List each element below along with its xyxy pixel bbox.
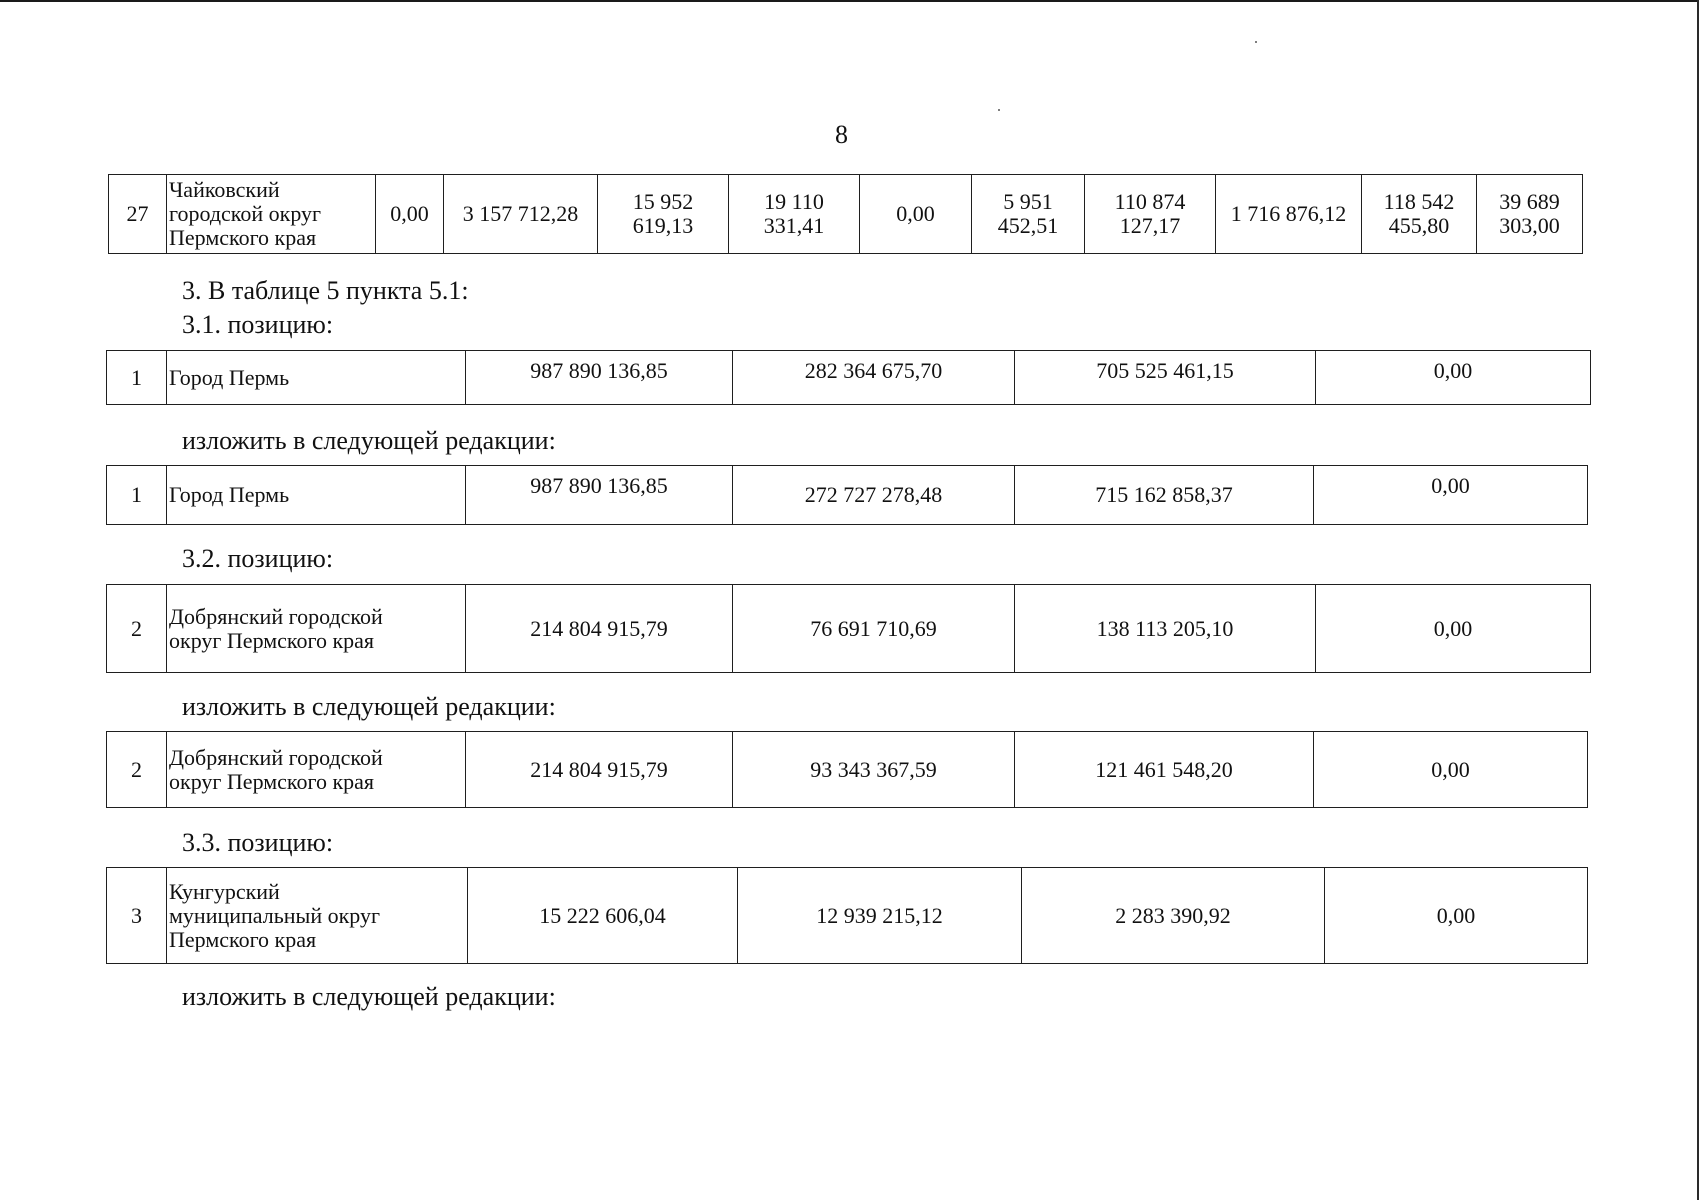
value-cell: 15 222 606,04 — [468, 868, 738, 964]
table-row — [107, 868, 1588, 964]
value-cell: 0,00 — [860, 175, 972, 254]
value-cell: 987 890 136,85 — [466, 466, 733, 525]
value-cell: 214 804 915,79 — [466, 585, 733, 673]
table-position-2-new — [106, 731, 1588, 808]
municipality-name: Добрянский городской округ Пермского края — [167, 585, 466, 673]
row-number: 2 — [107, 585, 167, 673]
value-cell: 0,00 — [1314, 466, 1588, 525]
value-cell: 118 542 455,80 — [1362, 175, 1477, 254]
value-cell: 987 890 136,85 — [466, 351, 733, 405]
row-number: 1 — [107, 351, 167, 405]
municipality-name: Кунгурский муниципальный округ Пермского края — [167, 868, 468, 964]
table-row — [107, 585, 1591, 673]
value-cell: 282 364 675,70 — [733, 351, 1015, 405]
table-position-1-new — [106, 465, 1588, 525]
table-position-2-old — [106, 584, 1591, 673]
table-position-1-old — [106, 350, 1591, 405]
table-row — [107, 351, 1591, 405]
value-cell: 0,00 — [1325, 868, 1588, 964]
value-cell: 5 951 452,51 — [972, 175, 1085, 254]
paragraph-3-1: 3.1. позицию: — [182, 310, 334, 339]
table-position-3-old — [106, 867, 1588, 964]
value-cell: 0,00 — [1316, 351, 1591, 405]
value-cell: 0,00 — [1316, 585, 1591, 673]
edit-label: изложить в следующей редакции: — [182, 982, 556, 1011]
value-cell: 0,00 — [1314, 732, 1588, 808]
paragraph-3-2: 3.2. позицию: — [182, 544, 334, 573]
row-number: 1 — [107, 466, 167, 525]
value-cell: 272 727 278,48 — [733, 466, 1015, 525]
value-cell: 3 157 712,28 — [444, 175, 598, 254]
value-cell: 76 691 710,69 — [733, 585, 1015, 673]
municipality-name: Город Пермь — [167, 351, 466, 405]
value-cell: 705 525 461,15 — [1015, 351, 1316, 405]
scan-speck — [998, 109, 1000, 111]
value-cell: 715 162 858,37 — [1015, 466, 1314, 525]
value-cell: 214 804 915,79 — [466, 732, 733, 808]
municipality-name: Добрянский городской округ Пермского края — [167, 732, 466, 808]
row-number: 3 — [107, 868, 167, 964]
page-number: 8 — [835, 120, 848, 149]
value-cell: 15 952 619,13 — [598, 175, 729, 254]
table-row-27 — [108, 174, 1583, 254]
edit-label: изложить в следующей редакции: — [182, 692, 556, 721]
value-cell: 121 461 548,20 — [1015, 732, 1314, 808]
value-cell: 138 113 205,10 — [1015, 585, 1316, 673]
value-cell: 39 689 303,00 — [1477, 175, 1583, 254]
value-cell: 110 874 127,17 — [1085, 175, 1216, 254]
municipality-name: Город Пермь — [167, 466, 466, 525]
row-number: 27 — [109, 175, 167, 254]
value-cell: 93 343 367,59 — [733, 732, 1015, 808]
value-cell: 19 110 331,41 — [729, 175, 860, 254]
value-cell: 0,00 — [376, 175, 444, 254]
paragraph-3: 3. В таблице 5 пункта 5.1: — [182, 276, 469, 305]
table-row — [107, 466, 1588, 525]
value-cell: 1 716 876,12 — [1216, 175, 1362, 254]
scan-speck — [1255, 41, 1257, 43]
table-row — [107, 732, 1588, 808]
scan-border-top — [0, 0, 1699, 2]
value-cell: 12 939 215,12 — [738, 868, 1022, 964]
table-row — [109, 175, 1583, 254]
paragraph-3-3: 3.3. позицию: — [182, 828, 334, 857]
row-number: 2 — [107, 732, 167, 808]
value-cell: 2 283 390,92 — [1022, 868, 1325, 964]
municipality-name: Чайковский городской округ Пермского края — [167, 175, 376, 254]
edit-label: изложить в следующей редакции: — [182, 426, 556, 455]
